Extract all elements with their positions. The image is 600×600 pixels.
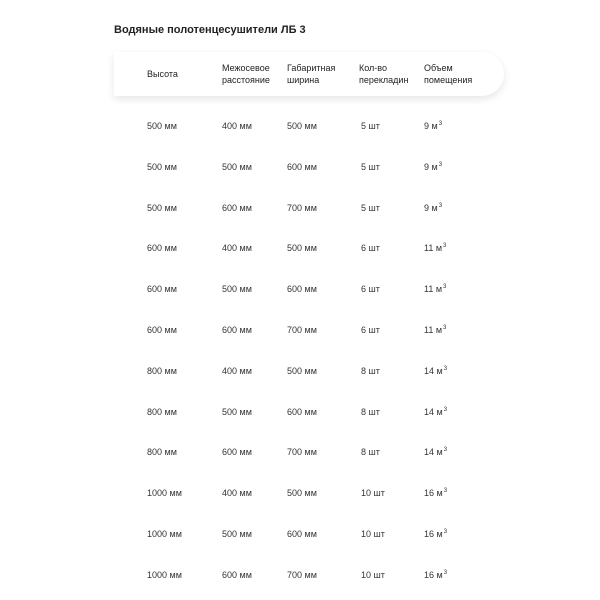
cell-volume	[424, 242, 446, 254]
cell-bars: 10 шт	[361, 570, 385, 580]
volume-unit-superscript: 3	[443, 488, 448, 494]
volume-unit: м	[436, 570, 443, 580]
cell-width: 500 мм	[287, 488, 317, 498]
cell-width: 500 мм	[287, 243, 317, 253]
cell-width: 500 мм	[287, 121, 317, 131]
volume-value: 9	[424, 162, 430, 172]
cell-spacing: 400 мм	[222, 243, 252, 253]
cell-height: 500 мм	[147, 203, 177, 213]
column-header-line: Высота	[147, 69, 178, 79]
column-header-line: ширина	[287, 75, 320, 85]
cell-bars: 6 шт	[361, 284, 380, 294]
cell-bars: 10 шт	[361, 488, 385, 498]
table-header	[114, 52, 504, 96]
cell-volume	[424, 365, 447, 377]
volume-unit: м	[435, 284, 443, 294]
volume-unit-superscript: 3	[443, 366, 448, 372]
volume-unit: м	[436, 529, 443, 539]
cell-spacing: 500 мм	[222, 529, 252, 539]
volume-unit: м	[431, 162, 438, 172]
cell-width: 600 мм	[287, 162, 317, 172]
cell-spacing: 500 мм	[222, 162, 252, 172]
cell-bars: 8 шт	[361, 366, 380, 376]
cell-spacing: 400 мм	[222, 121, 252, 131]
cell-width: 700 мм	[287, 570, 317, 580]
cell-width: 700 мм	[287, 203, 317, 213]
table-row	[0, 528, 600, 542]
cell-bars: 6 шт	[361, 325, 380, 335]
cell-width: 600 мм	[287, 529, 317, 539]
volume-value: 14	[424, 407, 435, 417]
table-row	[0, 406, 600, 420]
table-row	[0, 283, 600, 297]
cell-width: 600 мм	[287, 284, 317, 294]
column-header-line: Межосевое	[222, 63, 270, 73]
volume-unit: м	[436, 407, 443, 417]
table-row	[0, 324, 600, 338]
page-title: Водяные полотенцесушители ЛБ 3	[114, 24, 306, 36]
table-row	[0, 120, 600, 134]
column-header-height	[147, 68, 178, 80]
cell-spacing: 500 мм	[222, 407, 252, 417]
volume-value: 11	[424, 243, 434, 253]
cell-height: 600 мм	[147, 325, 177, 335]
table-row	[0, 161, 600, 175]
volume-value: 11	[424, 325, 434, 335]
volume-value: 14	[424, 366, 435, 376]
volume-value: 16	[424, 570, 435, 580]
cell-height: 1000 мм	[147, 529, 182, 539]
volume-unit: м	[435, 325, 443, 335]
column-header-bars	[359, 62, 408, 86]
volume-unit-superscript: 3	[443, 243, 447, 249]
cell-height: 1000 мм	[147, 488, 182, 498]
cell-bars: 5 шт	[361, 162, 380, 172]
cell-volume	[424, 202, 442, 214]
column-header-line: расстояние	[222, 75, 270, 85]
cell-bars: 10 шт	[361, 529, 385, 539]
column-header-line: перекладин	[359, 75, 409, 85]
column-header-spacing	[222, 62, 270, 86]
volume-value: 9	[424, 203, 430, 213]
table-row	[0, 446, 600, 460]
volume-unit-superscript: 3	[438, 121, 443, 127]
volume-unit-superscript: 3	[443, 529, 448, 535]
column-header-line: помещения	[424, 75, 473, 85]
volume-unit: м	[431, 203, 438, 213]
cell-height: 500 мм	[147, 162, 177, 172]
cell-volume	[424, 406, 447, 418]
cell-volume	[424, 487, 447, 499]
cell-bars: 5 шт	[361, 203, 380, 213]
volume-value: 11	[424, 284, 434, 294]
cell-height: 1000 мм	[147, 570, 182, 580]
volume-unit: м	[435, 243, 443, 253]
column-header-line: Объем	[424, 63, 453, 73]
volume-unit-superscript: 3	[443, 325, 447, 331]
table-row	[0, 365, 600, 379]
volume-value: 14	[424, 447, 435, 457]
table-row	[0, 202, 600, 216]
cell-spacing: 500 мм	[222, 284, 252, 294]
cell-bars: 8 шт	[361, 407, 380, 417]
cell-volume	[424, 161, 442, 173]
cell-volume	[424, 528, 447, 540]
volume-unit-superscript: 3	[443, 570, 448, 576]
cell-width: 600 мм	[287, 407, 317, 417]
cell-width: 700 мм	[287, 447, 317, 457]
cell-bars: 8 шт	[361, 447, 380, 457]
cell-height: 800 мм	[147, 447, 177, 457]
cell-spacing: 400 мм	[222, 488, 252, 498]
cell-spacing: 400 мм	[222, 366, 252, 376]
volume-value: 16	[424, 529, 435, 539]
column-header-line: Габаритная	[287, 63, 336, 73]
volume-value: 16	[424, 488, 435, 498]
cell-spacing: 600 мм	[222, 447, 252, 457]
cell-height: 500 мм	[147, 121, 177, 131]
cell-height: 600 мм	[147, 284, 177, 294]
volume-unit-superscript: 3	[443, 284, 447, 290]
table-row	[0, 242, 600, 256]
volume-unit-superscript: 3	[443, 407, 448, 413]
cell-volume	[424, 324, 446, 336]
volume-unit-superscript: 3	[443, 447, 448, 453]
volume-unit-superscript: 3	[438, 162, 443, 168]
table-row	[0, 487, 600, 501]
cell-width: 700 мм	[287, 325, 317, 335]
table-row	[0, 569, 600, 583]
column-header-volume	[424, 62, 472, 86]
column-header-line: Кол-во	[359, 63, 387, 73]
cell-spacing: 600 мм	[222, 570, 252, 580]
cell-bars: 5 шт	[361, 121, 380, 131]
cell-volume	[424, 120, 442, 132]
cell-height: 600 мм	[147, 243, 177, 253]
cell-volume	[424, 446, 447, 458]
cell-volume	[424, 569, 447, 581]
volume-value: 9	[424, 121, 430, 131]
volume-unit-superscript: 3	[438, 203, 443, 209]
column-header-width	[287, 62, 335, 86]
volume-unit: м	[431, 121, 438, 131]
volume-unit: м	[436, 488, 443, 498]
cell-volume	[424, 283, 446, 295]
cell-height: 800 мм	[147, 366, 177, 376]
volume-unit: м	[436, 366, 443, 376]
cell-spacing: 600 мм	[222, 325, 252, 335]
volume-unit: м	[436, 447, 443, 457]
cell-width: 500 мм	[287, 366, 317, 376]
cell-bars: 6 шт	[361, 243, 380, 253]
cell-spacing: 600 мм	[222, 203, 252, 213]
cell-height: 800 мм	[147, 407, 177, 417]
